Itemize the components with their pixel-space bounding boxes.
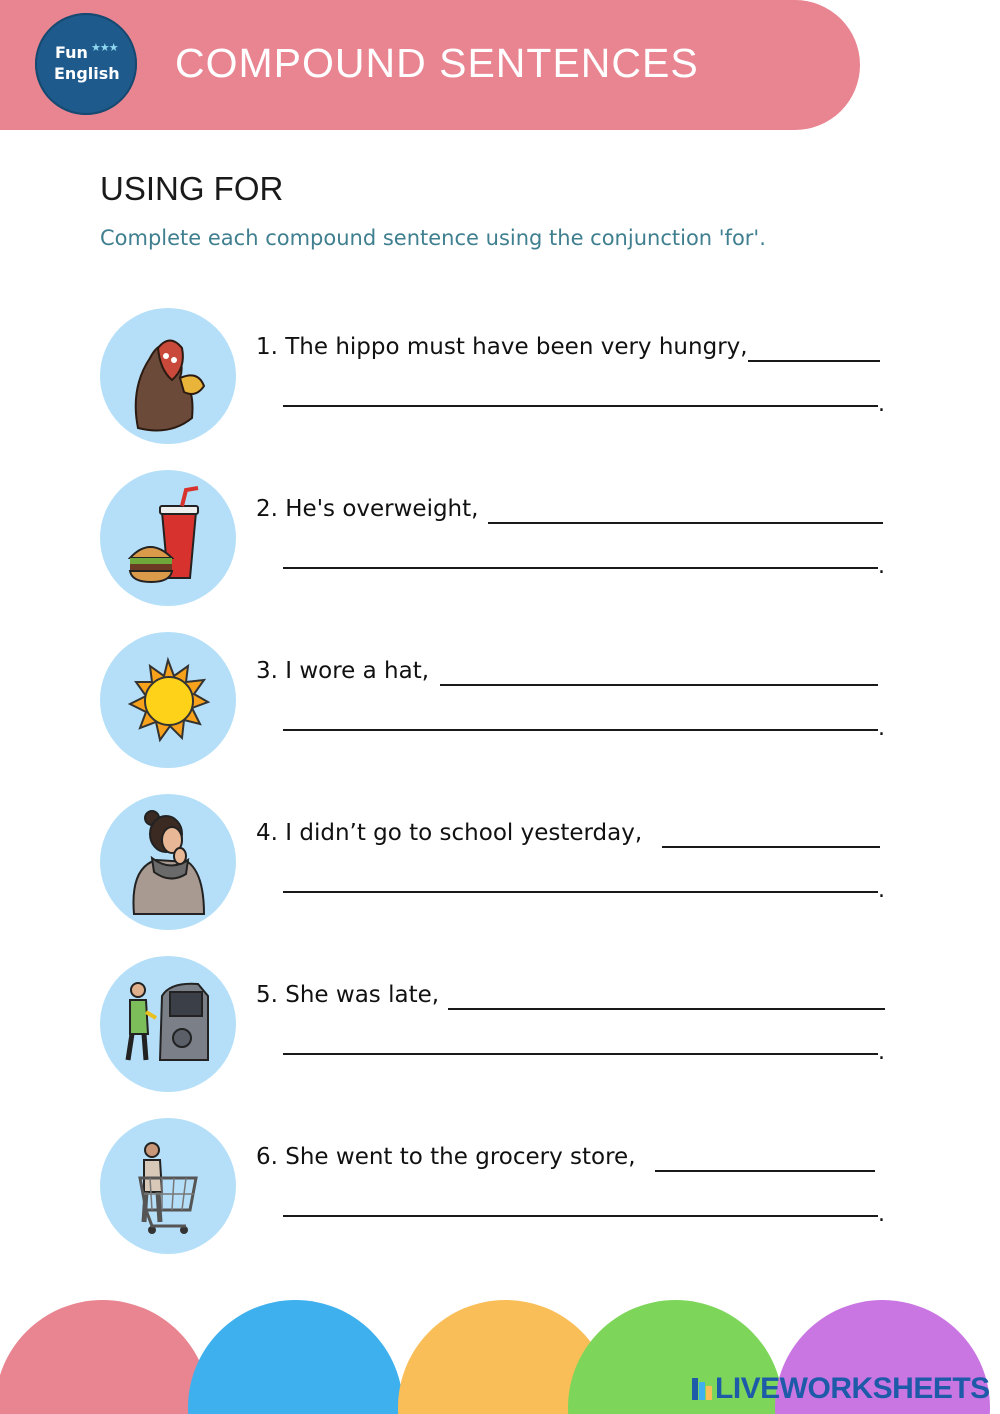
question-3-blank-2[interactable] bbox=[283, 729, 878, 731]
instruction-text: Complete each compound sentence using the conjunction 'for'. bbox=[100, 226, 766, 250]
question-5-blank-2[interactable] bbox=[283, 1053, 878, 1055]
question-5-period: . bbox=[878, 1040, 885, 1065]
question-6-text: 6. She went to the grocery store, bbox=[256, 1144, 636, 1170]
question-1-text: 1. The hippo must have been very hungry, bbox=[256, 334, 748, 360]
question-6-period: . bbox=[878, 1202, 885, 1227]
logo-line2: English bbox=[54, 64, 120, 83]
question-3-period: . bbox=[878, 716, 885, 741]
fun-english-logo bbox=[35, 13, 137, 115]
woman-fueling-car-icon bbox=[100, 956, 236, 1092]
question-5-blank-1[interactable] bbox=[448, 1008, 885, 1010]
liveworksheets-brand[interactable] bbox=[692, 1372, 990, 1406]
footer-circle-blue bbox=[188, 1300, 403, 1414]
question-3-text: 3. I wore a hat, bbox=[256, 658, 430, 684]
question-4 bbox=[0, 794, 1000, 944]
question-4-text: 4. I didn’t go to school yesterday, bbox=[256, 820, 643, 846]
question-5 bbox=[0, 956, 1000, 1106]
question-2-text: 2. He's overweight, bbox=[256, 496, 479, 522]
section-heading: USING FOR bbox=[100, 170, 284, 207]
burger-soda-icon bbox=[100, 470, 236, 606]
question-6-blank-1[interactable] bbox=[655, 1170, 875, 1172]
woman-shopping-cart-icon bbox=[100, 1118, 236, 1254]
logo-line1: Fun bbox=[55, 43, 88, 62]
question-1-period: . bbox=[878, 392, 885, 417]
question-5-text: 5. She was late, bbox=[256, 982, 440, 1008]
question-1-blank-1[interactable] bbox=[748, 360, 880, 362]
question-1 bbox=[0, 308, 1000, 458]
page-title: COMPOUND SENTENCES bbox=[175, 40, 699, 86]
question-3-blank-1[interactable] bbox=[440, 684, 878, 686]
question-6 bbox=[0, 1118, 1000, 1268]
question-2 bbox=[0, 470, 1000, 620]
question-4-blank-2[interactable] bbox=[283, 891, 878, 893]
question-1-blank-2[interactable] bbox=[283, 405, 878, 407]
logo-stars-icon: ★★★ bbox=[91, 41, 118, 54]
hippo-eating-icon bbox=[100, 308, 236, 444]
brand-name: LIVEWORKSHEETS bbox=[715, 1372, 990, 1405]
question-4-blank-1[interactable] bbox=[662, 846, 880, 848]
question-3 bbox=[0, 632, 1000, 782]
question-6-blank-2[interactable] bbox=[283, 1215, 878, 1217]
question-2-blank-1[interactable] bbox=[488, 522, 883, 524]
question-4-period: . bbox=[878, 878, 885, 903]
liveworksheets-logo-icon bbox=[692, 1378, 712, 1400]
question-2-period: . bbox=[878, 554, 885, 579]
sun-icon bbox=[100, 632, 236, 768]
sick-woman-icon bbox=[100, 794, 236, 930]
footer-circle-pink bbox=[0, 1300, 210, 1414]
question-2-blank-2[interactable] bbox=[283, 567, 878, 569]
